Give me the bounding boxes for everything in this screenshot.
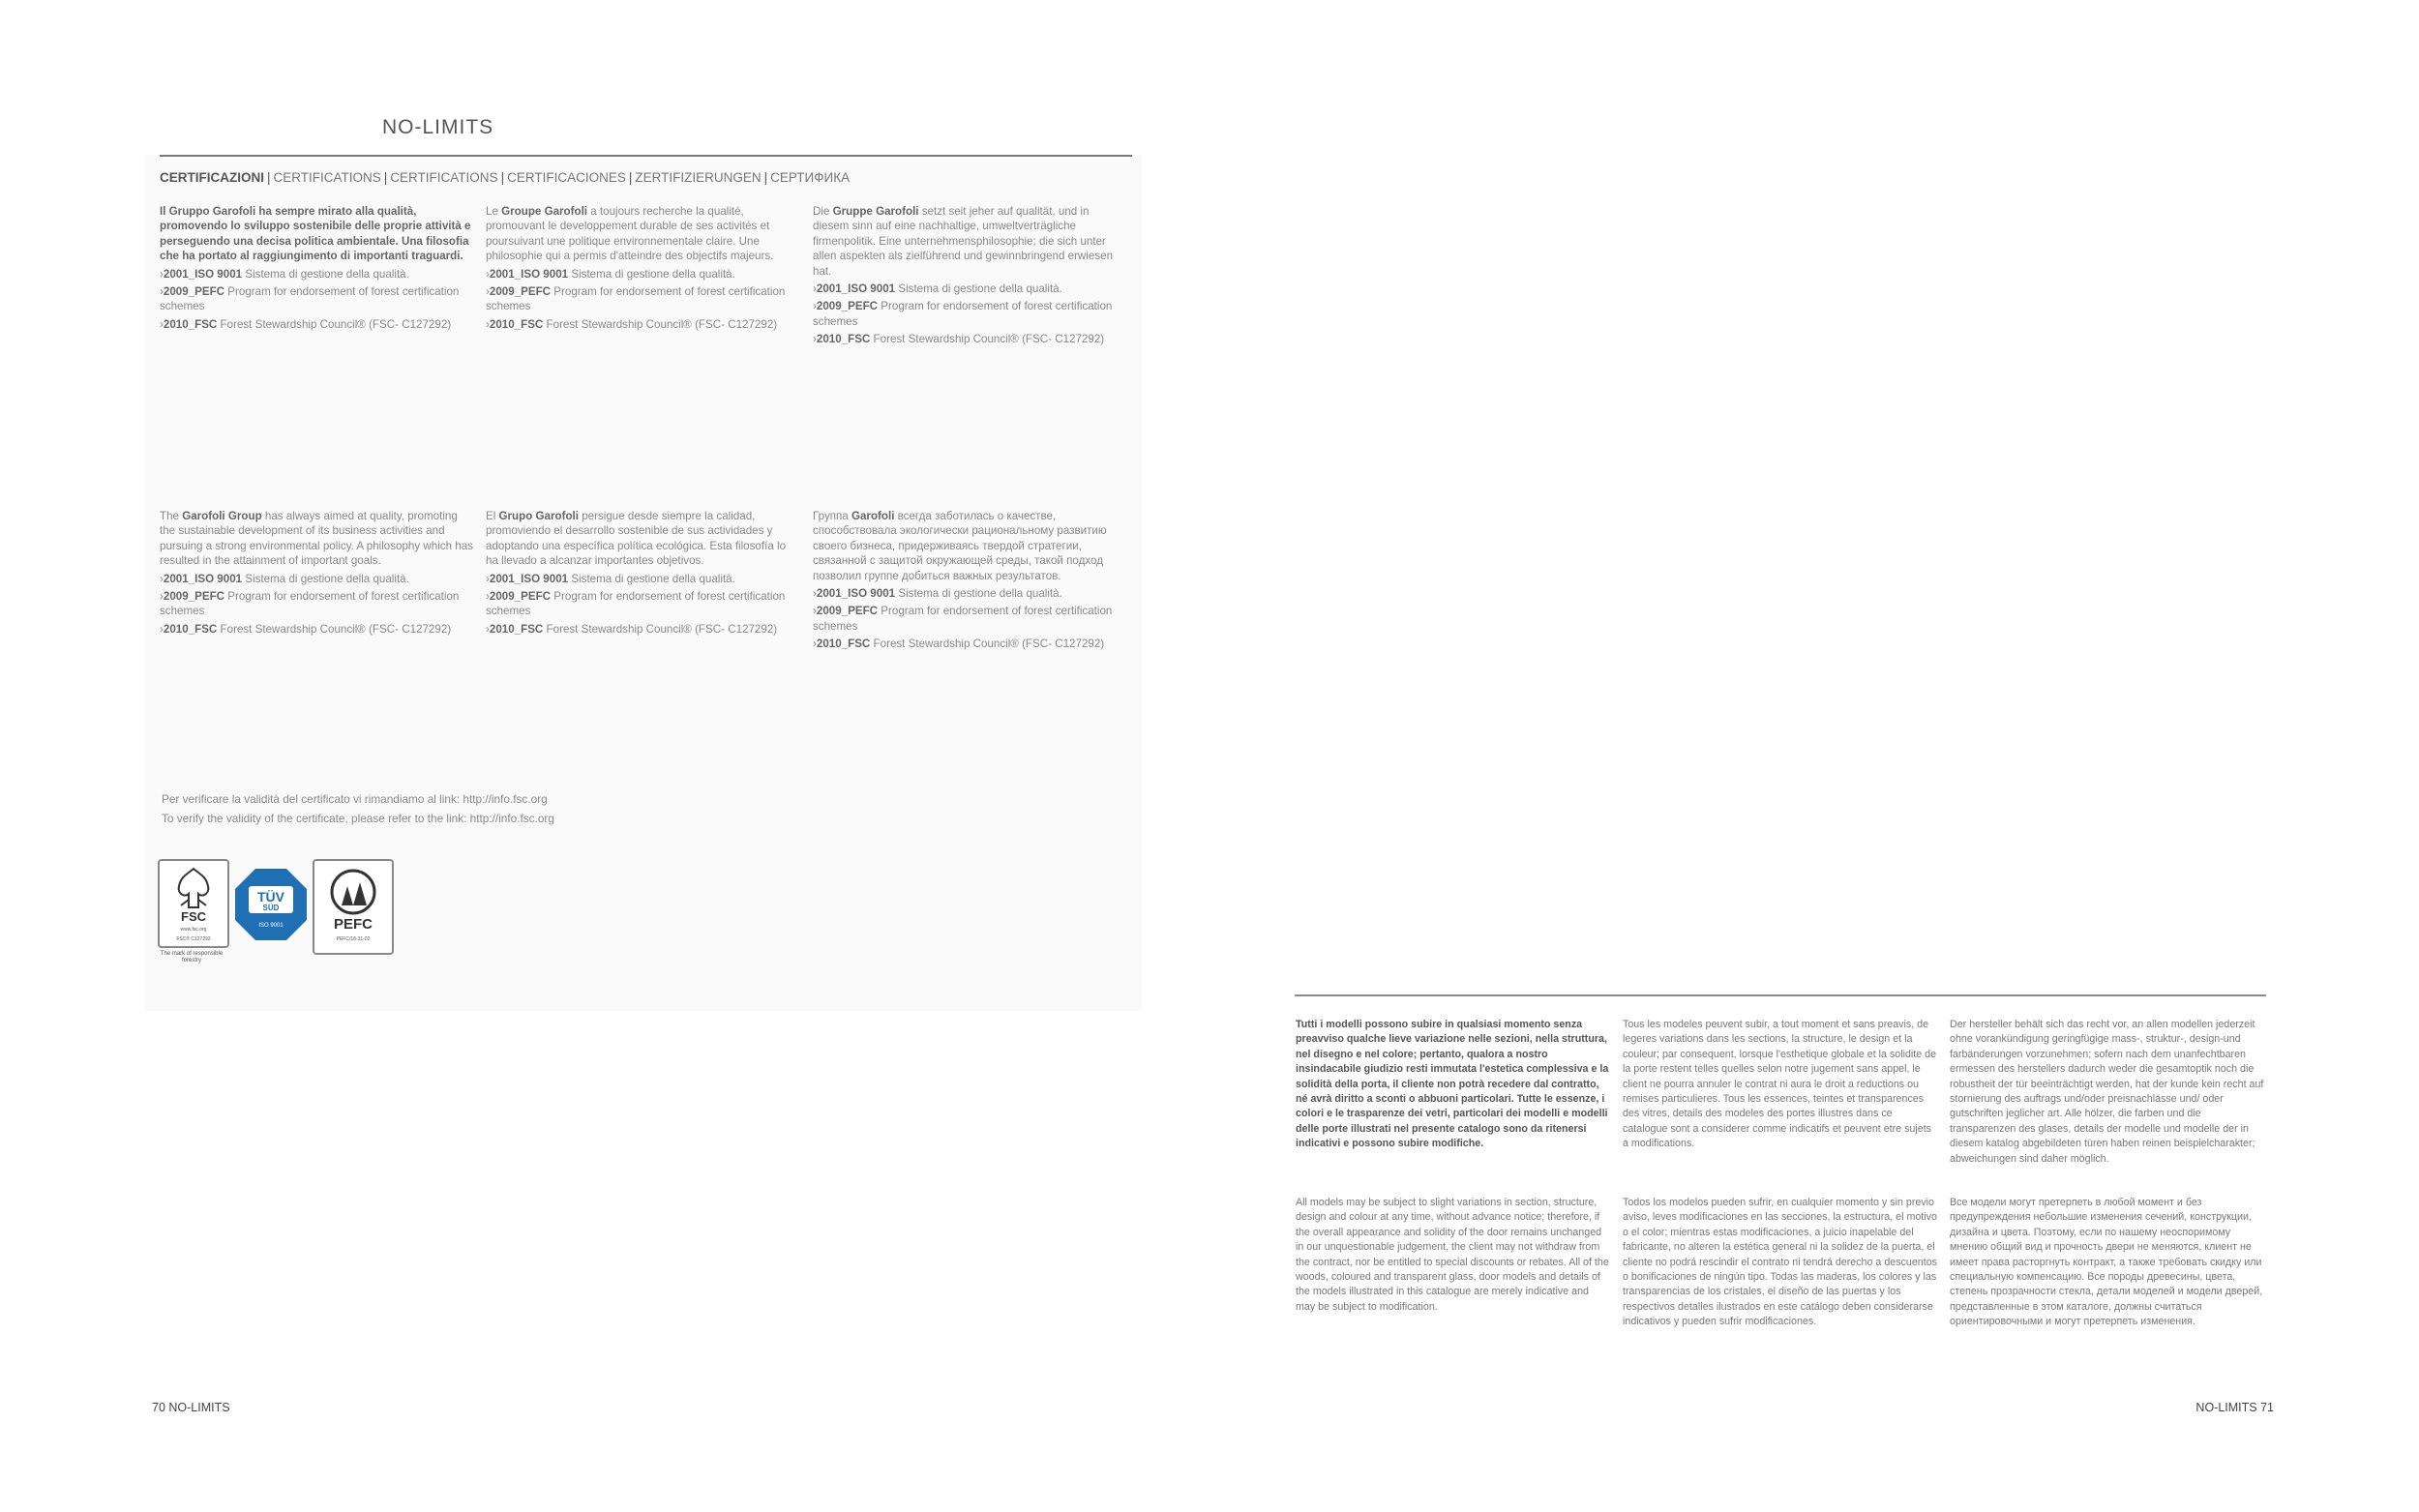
disclaimer-en — [1296, 1196, 1610, 1315]
heading-ru: СЕРТИФИКА — [770, 170, 851, 185]
cert-block-it — [160, 204, 474, 335]
heading-de: ZERTIFIZIERUNGEN — [635, 170, 762, 185]
page-number-left: 70 NO-LIMITS — [152, 1401, 230, 1414]
cert-item-pefc: ›2009_PEFC Program for endorsement of forest certification schemes — [813, 300, 1113, 328]
cert-item-pefc: ›2009_PEFC Program for endorsement of forest certification schemes — [160, 590, 460, 618]
svg-text:SÜD: SÜD — [262, 904, 280, 912]
fsc-tagline: The mark of responsible forestry — [160, 951, 224, 964]
cert-block-en — [160, 509, 474, 639]
tuv-logo — [233, 867, 309, 942]
disclaimer-text: Tous les modeles peuvent subir, a tout moment et sans preavis, de legeres variations dans les sections, la structure, le design et la couleur; par consequent, lorsque l'esthetique globale et la solidite de la porte restent telles quelles selon notre jugement sans appel, le client ne pourra annuler le contrat ni aura le droit a reductions ou remises particulieres. Tous les essences, teintes et transparences des vitres, details des modeles des portes illustres dans ce catalogue sont a considerer comme indicatifs et peuvent etre sujets a modifications. — [1623, 1019, 1937, 1150]
cert-item-iso: ›2001_ISO 9001 Sistema di gestione della qualità. — [160, 267, 409, 281]
cert-item-pefc: ›2009_PEFC Program for endorsement of forest certification schemes — [813, 605, 1113, 633]
disclaimer-text: Todos los modelos pueden sufrir, en cualquier momento y sin previo aviso, leves modificaciones en las secciones, la estructura, el motivo o el color; mientras estas modificaciones, a juicio inapelable del fabricante, no alteren la estética general ni la solidez de la puerta, el cliente no podrá rescindir el contrato ni tendrá derecho a descuentos o bonificaciones de ningún tipo. Todas las maderas, los colores y las transparencias de los cristales, el diseño de las puertas y los respectivos detalles ilustrados en este catálogo deben considerarse indicativos y pueden sufrir modificaciones. — [1623, 1197, 1937, 1328]
cert-item-fsc: ›2010_FSC Forest Stewardship Council® (FSC- C127292) — [813, 333, 1105, 346]
cert-intro: Группа Garofoli всегда заботилась о качестве, способствовала экологически рациональному развитию своего бизнеса, придерживаясь твердой стратегии, связанной с защитой окружающей среды, такой подход позволил группе добиться важных результатов. — [813, 510, 1107, 582]
heading-bold: CERTIFICAZIONI — [160, 170, 264, 185]
svg-text:FSC: FSC — [181, 909, 206, 924]
pefc-trees-icon — [314, 861, 392, 953]
disclaimer-text: Все модели могут претерпеть в любой момент и без предупреждения небольшие изменения сечений, конструкции, дизайна и цвета. Поэтому, если по нашему неоспоримому мнению общий вид и прочность двери не меняются, клиент не имеет права расторгнуть контракт, а также требовать скидку или специальную компенсацию. Все породы древесины, цвета, степень прозрачности стекла, детали моделей и модели дверей, представленные в этом каталоге, должны считаться ориентировочными и могут претерпеть изменения. — [1950, 1197, 2263, 1328]
heading-fr: CERTIFICATIONS — [390, 170, 498, 185]
svg-text:PEFC: PEFC — [333, 916, 373, 933]
cert-intro: Le Groupe Garofoli a toujours recherche la qualité, promouvant le developpement durable de ses activités et poursuivant une politique environnementale claire. Une philosophie qui a permis d'atteindre des objectifs majeurs. — [486, 205, 774, 263]
disclaimer-fr — [1623, 1018, 1937, 1152]
heading-en: CERTIFICATIONS — [273, 170, 381, 185]
disclaimer-it — [1296, 1018, 1610, 1152]
disclaimer-divider — [1295, 994, 2266, 996]
cert-item-fsc: ›2010_FSC Forest Stewardship Council® (FSC- C127292) — [813, 637, 1105, 651]
disclaimer-text: Tutti i modelli possono subire in qualsiasi momento senza preavviso qualche lieve variazione nelle sezioni, nella struttura, nel disegno e nel colore; pertanto, qualora a nostro insindacabile giudizio resti immutata l'estetica complessiva e la solidità della porta, il cliente non potrà recedere dal contratto, né avrà diritto a sconti o abbuoni particolari. Tutte le essenze, i colori e le trasparenze dei vetri, particolari dei modelli e modelli delle porte illustrati nel presente catalogo sono da ritenersi indicativi e possono subire modifiche. — [1296, 1019, 1609, 1150]
disclaimer-es — [1623, 1196, 1937, 1330]
page-title: NO-LIMITS — [382, 116, 494, 138]
verify-line-en: To verify the validity of the certificate, please refer to the link: http://info.fsc.org — [162, 812, 554, 825]
cert-item-pefc: ›2009_PEFC Program for endorsement of forest certification schemes — [160, 285, 460, 313]
cert-item-iso: ›2001_ISO 9001 Sistema di gestione della qualità. — [486, 267, 735, 281]
disclaimer-de — [1950, 1018, 2264, 1167]
cert-item-iso: ›2001_ISO 9001 Sistema di gestione della qualità. — [160, 572, 409, 585]
svg-text:www.fsc.org: www.fsc.org — [180, 927, 207, 933]
svg-text:TÜV: TÜV — [257, 889, 284, 904]
verify-note — [162, 789, 554, 828]
svg-text:ISO 9001: ISO 9001 — [258, 923, 284, 929]
cert-item-iso: ›2001_ISO 9001 Sistema di gestione della qualità. — [486, 572, 735, 585]
cert-item-fsc: ›2010_FSC Forest Stewardship Council® (FSC- C127292) — [160, 622, 452, 636]
cert-item-fsc: ›2010_FSC Forest Stewardship Council® (FSC- C127292) — [486, 622, 778, 636]
pefc-logo — [313, 859, 394, 955]
certifications-heading: CERTIFICAZIONI | CERTIFICATIONS | CERTIFICATIONS | CERTIFICACIONES | ZERTIFIZIERUNGEN | СЕРТИФИКА — [160, 170, 851, 185]
fsc-logo — [158, 859, 229, 948]
cert-intro: The Garofoli Group has always aimed at quality, promoting the sustainable development of its business activities and pursuing a strong environmental policy. A philosophy which has resulted in the attainment of important goals. — [160, 510, 473, 568]
cert-intro: El Grupo Garofoli persigue desde siempre la calidad, promoviendo el desarrollo sostenible de sus actividades y adoptando una específica política ecológica. Esta filosofía lo ha llevado a alcanzar importantes objetivos. — [486, 510, 787, 568]
cert-block-de — [813, 204, 1127, 350]
verify-line-it: Per verificare la validità del certificato vi rimandiamo al link: http://info.fsc.org — [162, 792, 548, 806]
header-divider — [160, 155, 1132, 157]
cert-item-fsc: ›2010_FSC Forest Stewardship Council® (FSC- C127292) — [160, 317, 452, 331]
page-number-right: NO-LIMITS 71 — [2195, 1401, 2274, 1414]
cert-item-fsc: ›2010_FSC Forest Stewardship Council® (FSC- C127292) — [486, 317, 778, 331]
cert-block-es — [486, 509, 800, 639]
cert-item-iso: ›2001_ISO 9001 Sistema di gestione della qualità. — [813, 587, 1062, 601]
svg-text:PEFC/18-31-02: PEFC/18-31-02 — [336, 936, 371, 942]
fsc-tree-icon — [160, 861, 227, 946]
certification-logos — [158, 859, 409, 975]
svg-text:FSC® C127292: FSC® C127292 — [176, 936, 211, 942]
cert-block-fr — [486, 204, 800, 335]
disclaimer-text: Der hersteller behält sich das recht vor, an allen modellen jederzeit ohne vorankündigung geringfügige mass-, struktur-, design-und farbänderungen vorzunehmen; sofern nach dem unanfechtbaren ermessen des herstellers dadurch weder die gesamtoptik noch die robustheit der tür beeinträchtigt werden, hat der kunde kein recht auf stornierung des auftrags und/oder preisnachlässe und/ oder gutschriften jeglicher art. Alle hölzer, die farben und die transparenzen des glases, details der modelle und modelle der in diesem katalog abgebildeten türen haben reinen beispielcharakter; abweichungen sind daher möglich. — [1950, 1019, 2264, 1165]
cert-item-pefc: ›2009_PEFC Program for endorsement of forest certification schemes — [486, 590, 786, 618]
cert-item-iso: ›2001_ISO 9001 Sistema di gestione della qualità. — [813, 282, 1062, 296]
disclaimer-ru — [1950, 1196, 2264, 1330]
cert-item-pefc: ›2009_PEFC Program for endorsement of forest certification schemes — [486, 285, 786, 313]
cert-intro: Die Gruppe Garofoli setzt seit jeher auf qualität, und in diesem sinn auf eine nachhaltige, umweltverträgliche firmenpolitik. Eine unternehmensphilosophie; die sich unter allen aspekten als zielführend und gewinnbringend erwiesen hat. — [813, 205, 1114, 278]
disclaimer-text: All models may be subject to slight variations in section, structure, design and colour at any time, without advance notice; therefore, if the overall appearance and solidity of the door remains unchanged in our unquestionable judgement, the client may not withdraw from the contract, nor be entitled to special discounts or rebates. All of the woods, coloured and transparent glass, door models and details of the models illustrated in this catalogue are merely indicative and may be subject to modification. — [1296, 1197, 1609, 1313]
tuv-octagon-icon — [233, 867, 309, 942]
cert-intro: Il Gruppo Garofoli ha sempre mirato alla qualità, promovendo lo sviluppo sostenibile delle proprie attività e perseguendo una decisa politica ambientale. Una filosofia che ha portato al raggiungimento di importanti traguardi. — [160, 205, 471, 263]
cert-block-ru — [813, 509, 1127, 655]
heading-es: CERTIFICACIONES — [507, 170, 626, 185]
